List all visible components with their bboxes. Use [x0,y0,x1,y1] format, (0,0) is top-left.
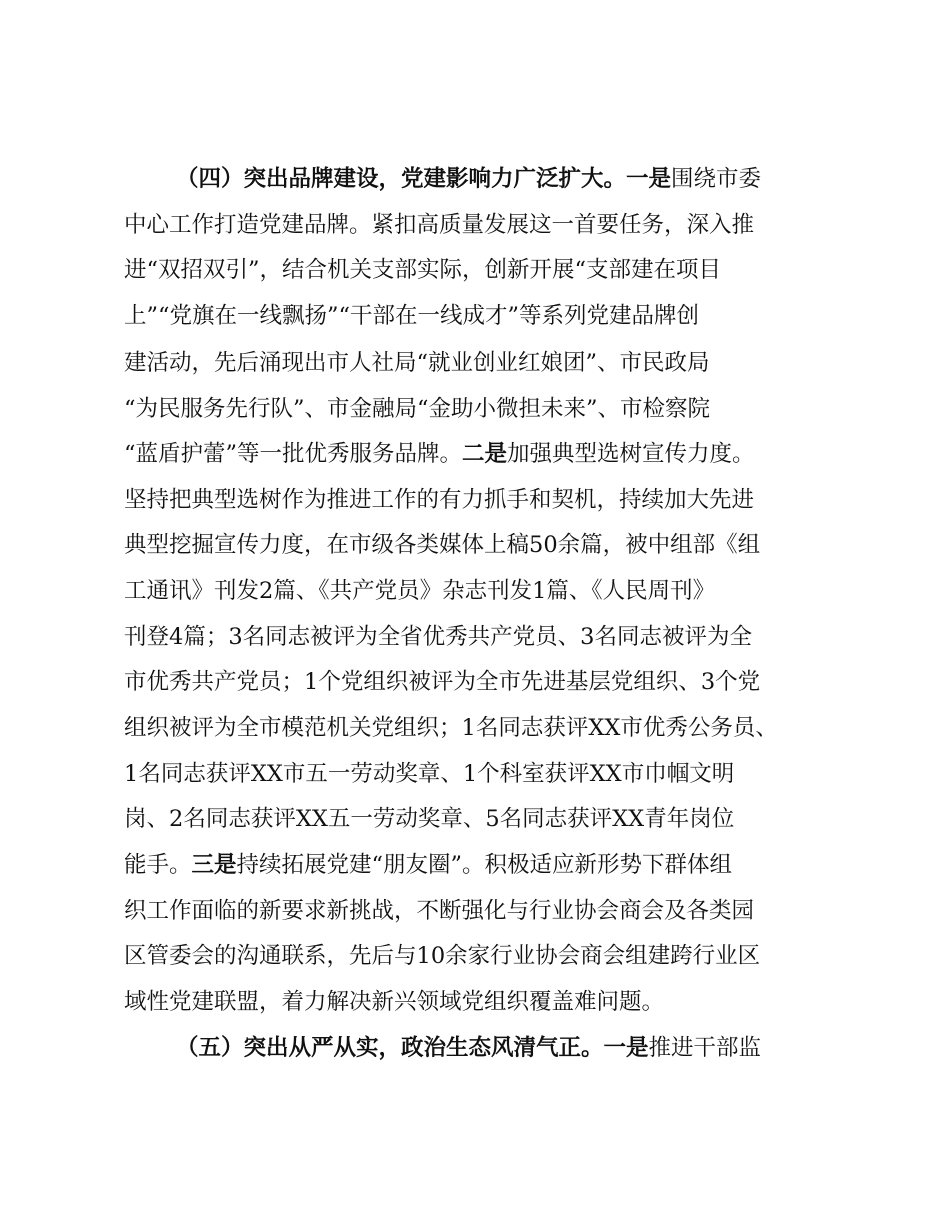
text-line [124,843,844,887]
text-line [124,341,844,385]
text-line [124,569,844,613]
bold-text-segment: 二是 [462,441,508,467]
text-line [124,706,844,750]
text-line [124,478,844,522]
text-segment: 上”“党旗在一线飘扬”“干部在一线成才”等系列党建品牌创 [124,303,700,329]
bold-text-segment: （四）突出品牌建设，党建影响力广泛扩大。一是 [176,166,672,192]
text-segment: 进“双招双引”，结合机关支部实际，创新开展“支部建在项目 [124,257,722,283]
text-line [124,660,844,704]
text-segment: 推进干部监 [648,1035,762,1061]
text-segment: 1名同志获评XX市五一劳动奖章、1个科室获评XX市巾帼文明 [124,761,735,787]
text-line [124,980,844,1024]
text-segment: “蓝盾护蕾”等一批优秀服务品牌。 [124,441,463,467]
text-line [124,934,844,978]
text-segment: 围绕市委 [671,166,762,192]
text-segment: 区管委会的沟通联系，先后与10余家行业协会商会组建跨行业区 [124,943,761,969]
text-segment: 市优秀共产党员；1个党组织被评为全市先进基层党组织、3个党 [124,669,761,695]
text-segment: 工通讯》刊发2篇、《共产党员》杂志刊发1篇、《人民周刊》 [124,578,716,604]
text-segment: 织工作面临的新要求新挑战，不断强化与行业协会商会及各类园 [124,898,755,924]
text-segment: 域性党建联盟，着力解决新兴领域党组织覆盖难问题。 [124,989,665,1015]
text-line [124,203,844,247]
text-segment: 组织被评为全市模范机关党组织；1名同志获评XX市优秀公务员、 [124,715,778,741]
text-segment: 典型挖掘宣传力度，在市级各类媒体上稿50余篇，被中组部《组 [124,532,761,558]
text-segment: 能手。 [124,852,192,878]
text-segment: 加强典型选树宣传力度。 [507,441,755,467]
text-line [176,157,846,201]
text-line [124,889,844,933]
text-segment: 建活动，先后涌现出市人社局“就业创业红娘团”、市民政局 [124,350,710,376]
text-segment: 岗、2名同志获评XX五一劳动奖章、5名同志获评XX青年岗位 [124,806,735,832]
text-segment: 持续拓展党建“朋友圈”。积极适应新形势下群体组 [236,852,733,878]
text-line [124,294,844,338]
text-line [124,797,844,841]
bold-text-segment: 三是 [191,852,237,878]
text-segment: 中心工作打造党建品牌。紧扣高质量发展这一首要任务，深入推 [124,212,755,238]
text-line [124,752,844,796]
text-line [124,615,844,659]
text-line [124,387,844,431]
text-segment: 坚持把典型选树作为推进工作的有力抓手和契机，持续加大先进 [124,487,755,513]
text-line [124,432,844,476]
bold-text-segment: （五）突出从严从实，政治生态风清气正。一是 [176,1035,649,1061]
text-line [124,523,844,567]
text-segment: 刊登4篇；3名同志被评为全省优秀共产党员、3名同志被评为全 [124,624,752,650]
text-segment: “为民服务先行队”、市金融局“金助小微担未来”、市检察院 [124,396,711,422]
text-line [176,1026,846,1070]
text-line [124,248,844,292]
